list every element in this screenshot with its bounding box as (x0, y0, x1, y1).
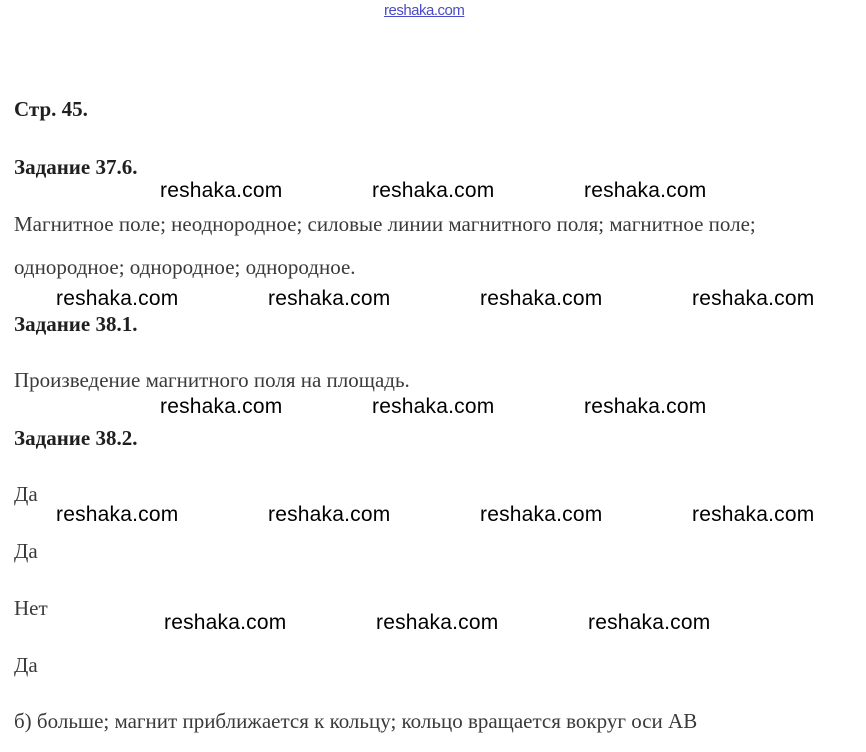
task-38-2-title: Задание 38.2. (14, 426, 138, 450)
task-38-2-answer-4: Да (14, 653, 38, 677)
watermark: reshaka.com (480, 503, 603, 526)
task-37-6-line-2: однородное; однородное; однородное. (14, 255, 356, 279)
watermark: reshaka.com (268, 287, 391, 310)
watermark: reshaka.com (372, 395, 495, 418)
task-38-2-answer-1: Да (14, 482, 38, 506)
task-37-6-line-1: Магнитное поле; неоднородное; силовые линии магнитного поля; магнитное поле; (14, 212, 756, 236)
watermark: reshaka.com (480, 287, 603, 310)
watermark: reshaka.com (692, 503, 815, 526)
task-38-1-line-1: Произведение магнитного поля на площадь. (14, 368, 410, 392)
watermark: reshaka.com (56, 503, 179, 526)
page-number-heading: Стр. 45. (14, 97, 88, 121)
task-37-6-title: Задание 37.6. (14, 155, 138, 179)
watermark: reshaka.com (584, 395, 707, 418)
watermark: reshaka.com (588, 611, 711, 634)
task-38-2-answer-2: Да (14, 539, 38, 563)
watermark: reshaka.com (160, 395, 283, 418)
task-38-2-answer-3: Нет (14, 596, 48, 620)
watermark: reshaka.com (372, 179, 495, 202)
watermark: reshaka.com (584, 179, 707, 202)
watermark: reshaka.com (268, 503, 391, 526)
task-38-1-title: Задание 38.1. (14, 312, 138, 336)
watermark: reshaka.com (164, 611, 287, 634)
watermark: reshaka.com (160, 179, 283, 202)
site-header-link[interactable]: reshaka.com (384, 2, 465, 19)
watermark: reshaka.com (376, 611, 499, 634)
task-38-2-answer-5: б) больше; магнит приближается к кольцу; кольцо вращается вокруг оси АВ (14, 709, 698, 733)
watermark: reshaka.com (56, 287, 179, 310)
watermark: reshaka.com (692, 287, 815, 310)
